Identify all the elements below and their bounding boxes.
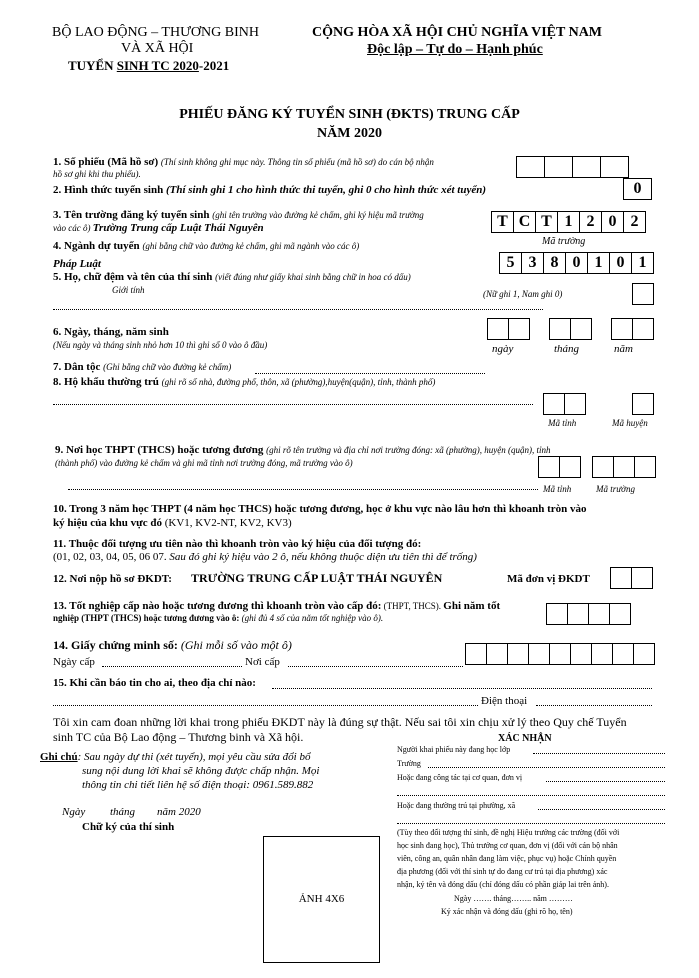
q12-label: 12. Nơi nộp hồ sơ ĐKDT: — [53, 573, 172, 585]
phone-line[interactable] — [536, 705, 652, 706]
confirm-agency: Hoặc đang công tác tại cơ quan, đơn vị — [397, 773, 523, 782]
residence-district-caption: Mã huyện — [612, 418, 648, 428]
id-number-cells[interactable] — [465, 643, 655, 665]
confirm-class: Người khai phiếu này đang học lớp — [397, 745, 511, 754]
confirm-title: XÁC NHẬN — [498, 733, 552, 744]
q2-value-cell[interactable]: 0 — [623, 178, 652, 200]
month-caption: tháng — [554, 343, 580, 355]
ministry-name-2: VÀ XÃ HỘI — [121, 41, 194, 56]
school-code-caption: Mã trường — [542, 236, 586, 247]
q14-row: 14. Giấy chứng minh số: (Ghi mỗi số vào một ô) — [53, 638, 292, 652]
q3-note: vào các ô) Trường Trung cấp Luật Thái Nguyên — [53, 222, 264, 234]
q10-line2: ký hiệu của khu vực đó (KV1, KV2-NT, KV2, KV3) — [53, 517, 292, 529]
gender-label: Giới tính — [112, 285, 145, 295]
confirm-sign: Ký xác nhận và đóng dấu (ghi rõ họ, tên) — [441, 907, 573, 916]
q6-note: (Nếu ngày và tháng sinh nhỏ hơn 10 thì ghi số 0 vào ô đầu) — [53, 340, 268, 350]
commitment-line-1: Tôi xin cam đoan những lời khai trong phiếu ĐKDT này là đúng sự thật. Nếu sai tôi xin chịu xử lý theo Quy chế Tuyển — [53, 715, 627, 729]
confirm-date: Ngày ……. tháng…….. năm ……… — [454, 894, 573, 903]
gender-note: (Nữ ghi 1, Nam ghi 0) — [483, 289, 563, 299]
issue-place-label: Nơi cấp — [245, 656, 280, 668]
issue-place-line[interactable] — [288, 666, 463, 667]
confirm-para-2: học sinh đang học), Thủ trưởng cơ quan, đơn vị (đối với cán bộ nhân — [397, 841, 618, 850]
major-code-cells[interactable]: 5 3 8 0 1 0 1 — [499, 252, 654, 274]
birth-year-cells[interactable] — [611, 318, 654, 340]
residence-district-cell[interactable] — [632, 393, 654, 415]
note: Ghi chú: Sau ngày dự thi (xét tuyển), mọi yêu cầu sửa đổi bổ — [40, 751, 311, 763]
q8-row: 8. Hộ khẩu thường trú (ghi rõ số nhà, đường phố, thôn, xã (phường),huyện(quận), tỉnh, thành phố) — [53, 376, 436, 388]
q13-line2: nghiệp (THPT (THCS) hoặc tương đương vào ô: (ghi đủ 4 số của năm tốt nghiệp vào ô). — [53, 613, 384, 623]
issue-date-label: Ngày cấp — [53, 656, 95, 668]
q7-row: 7. Dân tộc (Ghi bằng chữ vào đường kẻ chấm) — [53, 361, 232, 373]
confirm-school: Trường — [397, 759, 421, 768]
ethnicity-line[interactable] — [255, 373, 485, 374]
submission-school: TRƯỜNG TRUNG CẤP LUẬT THÁI NGUYÊN — [191, 571, 443, 585]
motto: Độc lập – Tự do – Hạnh phúc — [367, 42, 543, 57]
note-line-3: thông tin chi tiết liên hệ số điện thoại: 0961.589.882 — [82, 779, 314, 791]
day-caption: ngày — [492, 343, 514, 355]
residence-line[interactable] — [53, 404, 533, 405]
contact-line-2[interactable] — [53, 705, 478, 706]
gender-cell[interactable] — [632, 283, 654, 305]
unit-code-cells[interactable] — [610, 567, 653, 589]
phone-label: Điện thoại — [481, 695, 528, 707]
confirm-class-line[interactable] — [533, 753, 665, 754]
sign-label: Chữ ký của thí sinh — [82, 821, 175, 833]
hs-school-cells[interactable] — [592, 456, 656, 478]
sign-date: Ngày tháng năm 2020 — [62, 806, 201, 818]
confirm-blank-line[interactable] — [397, 795, 665, 796]
confirm-para-4: địa phương (đối với thí sinh tự do đang cư trú tại địa phương) xác — [397, 867, 608, 876]
q10-label: 10. Trong 3 năm học THPT (4 năm học THCS) hoặc tương đương, học ở khu vực nào lâu hơn thì khoanh tròn vào — [53, 503, 587, 515]
republic-name: CỘNG HÒA XÃ HỘI CHỦ NGHĨA VIỆT NAM — [312, 25, 603, 40]
note-line-2: sung nội dung lời khai sẽ không được chấp nhận. Mọi — [82, 765, 320, 777]
admission-year: TUYỂN SINH TC 2020-2021 — [68, 58, 230, 73]
confirm-residence-line[interactable] — [538, 809, 665, 810]
residence-province-caption: Mã tỉnh — [548, 418, 577, 428]
q1-row: 1. Số phiếu (Mã hồ sơ) (Thí sinh không ghi mục này. Thông tin số phiếu (mã hồ sơ) do cán bộ nhận — [53, 156, 434, 168]
school-address-line[interactable] — [68, 489, 538, 490]
confirm-school-line[interactable] — [428, 767, 665, 768]
graduation-year-cells[interactable] — [546, 603, 631, 625]
form-year: NĂM 2020 — [317, 126, 382, 141]
q1-note: hồ sơ ghi khi thu phiếu). — [53, 169, 141, 179]
confirm-blank-line-2[interactable] — [397, 823, 665, 824]
q9-note: (thành phố) vào đường kẻ chấm và ghi mã tỉnh nơi trường đóng, mã trường vào ô) — [55, 458, 353, 468]
q5-row: 5. Họ, chữ đệm và tên của thí sinh (viết đúng như giấy khai sinh bằng chữ in hoa có dấu) — [53, 271, 411, 283]
residence-province-cells[interactable] — [543, 393, 586, 415]
hs-province-cells[interactable] — [538, 456, 581, 478]
confirm-residence: Hoặc đang thường trú tại phường, xã — [397, 801, 516, 810]
commitment-line-2: sinh TC của Bộ Lao động – Thương binh và Xã hội. — [53, 730, 304, 744]
confirm-agency-line[interactable] — [546, 781, 665, 782]
major-name: Pháp Luật — [53, 258, 101, 270]
birth-month-cells[interactable] — [549, 318, 592, 340]
q11-codes: (01, 02, 03, 04, 05, 06 07. Sau đó ghi ký hiệu vào 2 ô, nếu không thuộc diện ưu tiên thì để trống) — [53, 551, 477, 563]
q15-label: 15. Khi cần báo tin cho ai, theo địa chỉ nào: — [53, 677, 256, 689]
contact-line-1[interactable] — [272, 688, 652, 689]
year-caption: năm — [614, 343, 633, 355]
q11-label: 11. Thuộc đối tượng ưu tiên nào thì khoanh tròn vào ký hiệu của đối tượng đó: — [53, 538, 422, 550]
issue-date-line[interactable] — [102, 666, 242, 667]
confirm-para-1: (Tùy theo đối tượng thí sinh, đề nghị Hiệu trưởng các trường (đối với — [397, 828, 620, 837]
photo-label: ẢNH 4X6 — [298, 893, 345, 905]
q6-label: 6. Ngày, tháng, năm sinh — [53, 326, 169, 338]
hs-province-caption: Mã tỉnh — [543, 484, 572, 494]
unit-code-label: Mã đơn vị ĐKDT — [507, 573, 590, 585]
q3-row: 3. Tên trường đăng ký tuyển sinh (ghi tên trường vào đường kẻ chấm, ghi ký hiệu mã trường — [53, 209, 424, 221]
q9-row: 9. Nơi học THPT (THCS) hoặc tương đương (ghi rõ tên trường và địa chỉ nơi trường đóng: xã (phường), huyện (quận), tỉnh — [55, 444, 551, 456]
name-line[interactable] — [53, 309, 543, 310]
birth-day-cells[interactable] — [487, 318, 530, 340]
form-title: PHIẾU ĐĂNG KÝ TUYỂN SINH (ĐKTS) TRUNG CẤP — [179, 107, 520, 122]
school-code-cells[interactable]: T C T 1 2 0 2 — [491, 211, 646, 233]
hs-school-caption: Mã trường — [596, 484, 635, 494]
confirm-para-5: nhận, ký tên và đóng dấu (chỉ đóng dấu có phần giáp lai trên ảnh). — [397, 880, 609, 889]
q1-code-cells[interactable] — [516, 156, 629, 178]
confirm-para-3: viên, công an, quân nhân đang làm việc, phục vụ) hoặc Chính quyền — [397, 854, 617, 863]
q2-row: 2. Hình thức tuyển sinh (Thí sinh ghi 1 cho hình thức thi tuyển, ghi 0 cho hình thức xét tuyển) — [53, 184, 486, 196]
q4-row: 4. Ngành dự tuyển (ghi bằng chữ vào đường kẻ chấm, ghi mã ngành vào các ô) — [53, 240, 360, 252]
ministry-name: BỘ LAO ĐỘNG – THƯƠNG BINH — [52, 25, 259, 40]
q13-row: 13. Tốt nghiệp cấp nào hoặc tương đương thì khoanh tròn vào cấp đó: (THPT, THCS). Ghi năm tốt — [53, 600, 501, 612]
